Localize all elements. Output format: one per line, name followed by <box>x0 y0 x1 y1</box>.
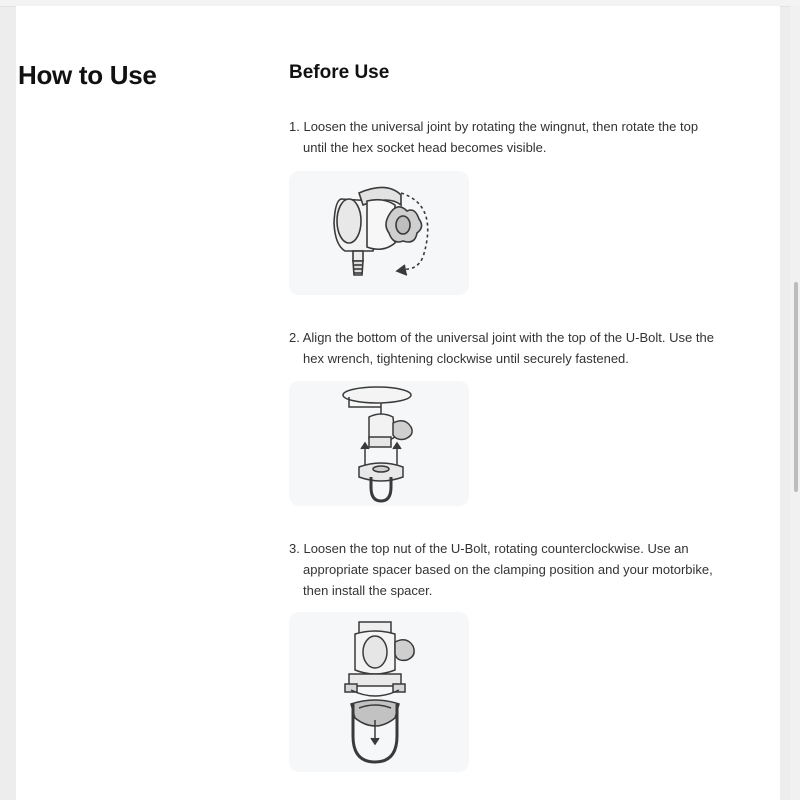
ubolt-alignment-illustration <box>289 381 469 506</box>
step-text: Align the bottom of the universal joint with the top of the U-Bolt. Use the hex wrench, tightening clockwise until securely fastened. <box>302 330 714 366</box>
step-text: Loosen the top nut of the U-Bolt, rotating counterclockwise. Use an appropriate spacer based on the clamping position and your motorbike, then install the spacer. <box>303 541 713 598</box>
scrollbar-thumb[interactable] <box>794 282 798 492</box>
spacer-drawing-icon <box>289 612 469 772</box>
wingnut-drawing-icon <box>289 171 469 295</box>
step-1 <box>289 116 723 158</box>
step-number: 1. <box>289 119 304 134</box>
step-text: Loosen the universal joint by rotating the wingnut, then rotate the top until the hex socket head becomes visible. <box>303 119 699 155</box>
ubolt-drawing-icon <box>289 381 469 506</box>
spacer-install-illustration <box>289 612 469 772</box>
step-3 <box>289 538 723 601</box>
universal-joint-wingnut-illustration <box>289 171 469 295</box>
subsection-title: Before Use <box>289 62 390 83</box>
step-number: 2. <box>289 330 303 345</box>
step-number: 3. <box>289 541 304 556</box>
section-title: How to Use <box>18 60 157 90</box>
step-2 <box>289 327 723 369</box>
